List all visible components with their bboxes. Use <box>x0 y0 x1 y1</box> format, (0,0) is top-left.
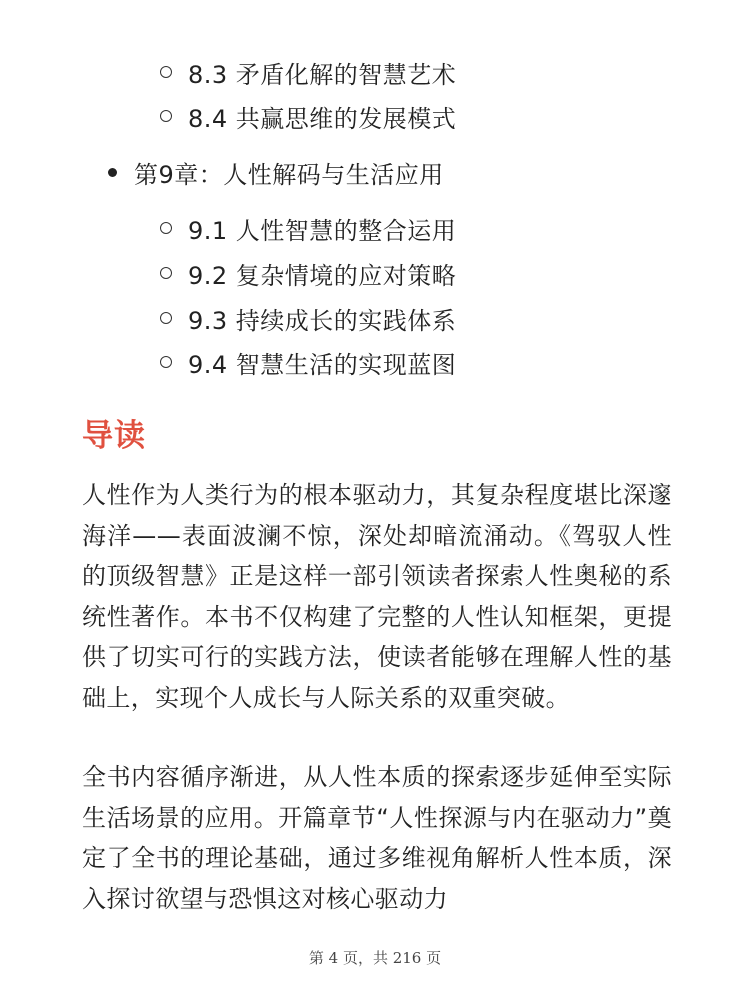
list-item-text: 9.4 智慧生活的实现蓝图 <box>188 350 457 379</box>
list-item-chapter-9 <box>108 150 444 194</box>
list-item-text: 9.1 人性智慧的整合运用 <box>188 216 457 245</box>
filled-bullet-icon <box>108 168 117 177</box>
hollow-bullet-icon <box>160 110 172 122</box>
hollow-bullet-icon <box>160 356 172 368</box>
list-item-9-1 <box>160 206 456 250</box>
list-item-9-2 <box>160 251 456 295</box>
list-item-text: 9.3 持续成长的实践体系 <box>188 306 457 335</box>
list-item-9-4 <box>160 340 456 384</box>
list-item-text: 8.3 矛盾化解的智慧艺术 <box>188 60 457 89</box>
hollow-bullet-icon <box>160 267 172 279</box>
chapter-title: 第9章：人性解码与生活应用 <box>134 160 444 189</box>
list-item-9-3 <box>160 296 456 340</box>
hollow-bullet-icon <box>160 312 172 324</box>
list-item-8-3 <box>160 50 456 94</box>
section-heading: 导读 <box>82 418 146 454</box>
list-item-text: 8.4 共赢思维的发展模式 <box>188 104 457 133</box>
list-item-text: 9.2 复杂情境的应对策略 <box>188 261 457 290</box>
list-item-8-4 <box>160 94 456 138</box>
hollow-bullet-icon <box>160 222 172 234</box>
body-paragraph: 全书内容循序渐进，从人性本质的探索逐步延伸至实际生活场景的应用。开篇章节“人性探源与内在驱动力”奠定了全书的理论基础，通过多维视角解析人性本质，深入探讨欲望与恐惧这对核心驱动力 <box>82 763 672 913</box>
hollow-bullet-icon <box>160 66 172 78</box>
body-paragraph: 人性作为人类行为的根本驱动力，其复杂程度堪比深邃海洋——表面波澜不惊，深处却暗流涌动。《驾驭人性的顶级智慧》正是这样一部引领读者探索人性奥秘的系统性著作。本书不仅构建了完整的人性认知框架，更提供了切实可行的实践方法，使读者能够在理解人性的基础上，实现个人成长与人际关系的双重突破。 <box>82 481 672 712</box>
page-indicator: 第 4 页，共 216 页 <box>308 949 442 967</box>
